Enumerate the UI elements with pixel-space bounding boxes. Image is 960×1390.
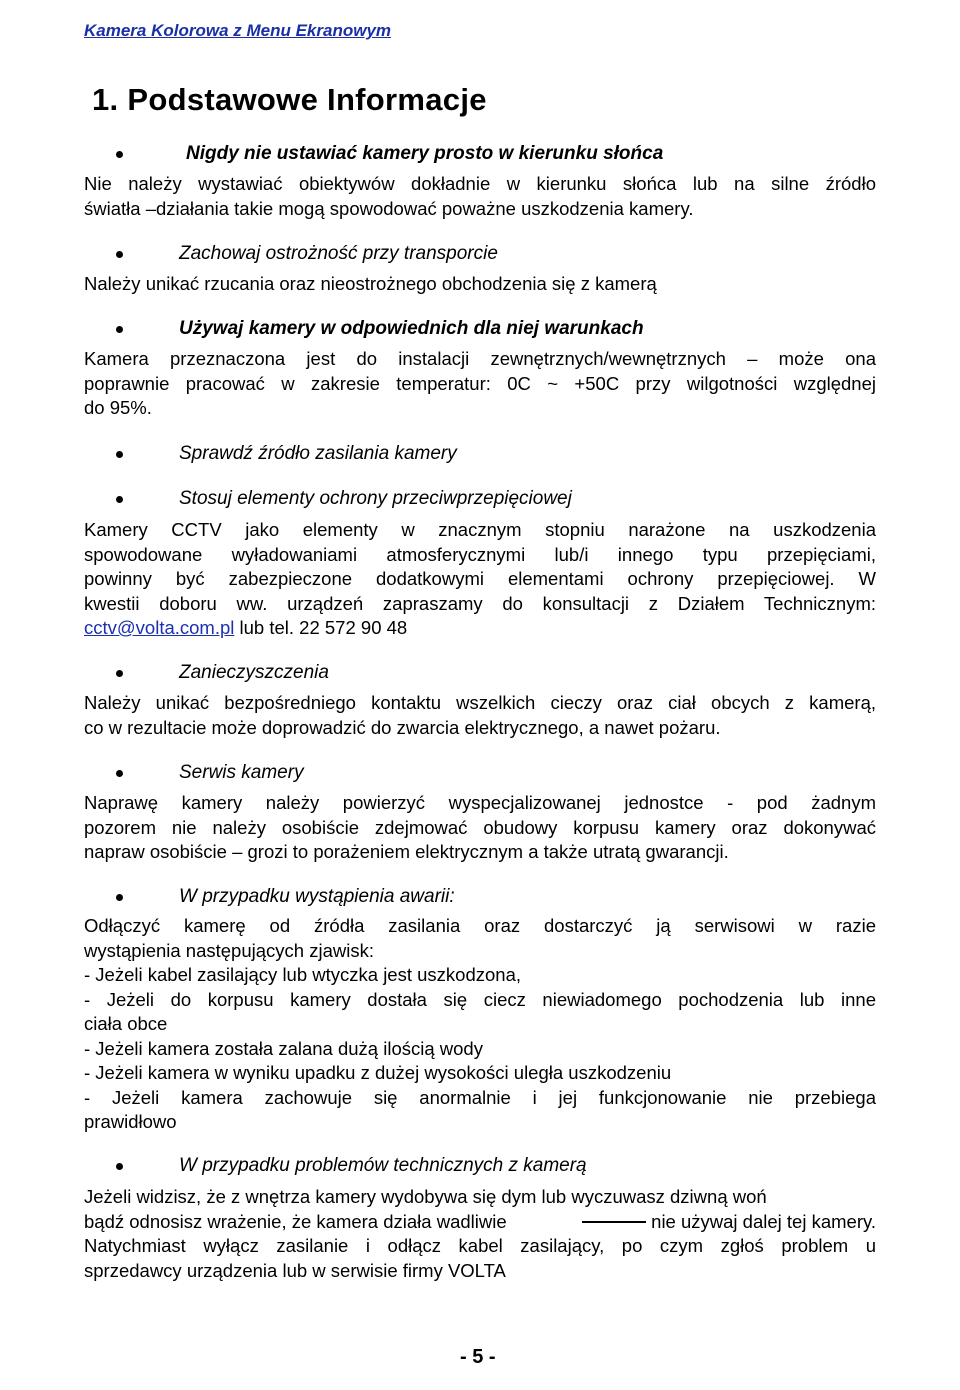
paragraph-line: pozorem nie należy osobiście zdejmować obudowy korpusu kamery oraz dokonywać [84,816,876,838]
paragraph-line: napraw osobiście – grozi to porażeniem elektrycznym a także utratą gwarancji. [84,841,729,862]
section-heading-service: Serwis kamery [179,762,304,783]
chapter-title: 1. Podstawowe Informacje [92,82,487,117]
bullet-icon [116,326,123,333]
section-paragraph-contamination [84,691,876,740]
section-paragraph-surge [84,518,876,641]
document-header-title: Kamera Kolorowa z Menu Ekranowym [84,21,392,40]
bullet-icon [116,670,123,677]
paragraph-line [84,1210,876,1235]
section-heading-power: Sprawdź źródło zasilania kamery [179,443,457,464]
paragraph-line: spowodowane wyładowaniami atmosferycznymi lub/i innego typu przepięciami, [84,543,876,565]
bullet-icon [116,770,123,777]
bullet-icon [116,451,123,458]
paragraph-line: Kamera przeznaczona jest do instalacji zewnętrznych/wewnętrznych – może ona [84,348,876,369]
paragraph-fragment: bądź odnosisz wrażenie, że kamera działa wadliwie [84,1210,507,1232]
paragraph-line: wystąpienia następujących zjawisk: [84,939,374,961]
paragraph-line: Naprawę kamery należy powierzyć wyspecjalizowanej jednostce - pod żadnym [84,792,876,813]
section-heading-contamination: Zanieczyszczenia [179,662,329,683]
paragraph-line: co w rezultacie może doprowadzić do zwarcia elektrycznego, a nawet pożaru. [84,716,721,738]
paragraph-line: - Jeżeli kamera zachowuje się anormalnie i jej funkcjonowanie nie przebiega [84,1086,876,1108]
paragraph-line: Należy unikać bezpośredniego kontaktu wszelkich cieczy oraz ciał obcych z kamerą, [84,692,876,713]
section-heading-sun: Nigdy nie ustawiać kamery prosto w kierunku słońca [186,143,664,164]
bullet-icon [116,496,123,503]
paragraph-line: poprawnie pracować w zakresie temperatur: 0C ~ +50C przy wilgotności względnej [84,372,876,394]
section-paragraph-conditions [84,347,876,421]
section-heading-failure: W przypadku wystąpienia awarii: [179,886,455,907]
paragraph-line: - Jeżeli kamera w wyniku upadku z dużej wysokości uległa uszkodzeniu [84,1062,672,1083]
paragraph-line: Należy unikać rzucania oraz nieostrożnego obchodzenia się z kamerą [84,273,657,294]
paragraph-line: Jeżeli widzisz, że z wnętrza kamery wydobywa się dym lub wyczuwasz dziwną woń [84,1186,767,1207]
paragraph-line: - Jeżeli kabel zasilający lub wtyczka jest uszkodzona, [84,964,521,985]
paragraph-line: ciała obce [84,1013,168,1034]
paragraph-line: sprzedawcy urządzenia lub w serwisie firmy VOLTA [84,1259,506,1281]
bullet-icon [116,894,123,901]
paragraph-line: kwestii doboru ww. urządzeń zapraszamy do konsultacji z Działem Technicznym: [84,592,876,614]
paragraph-line: - Jeżeli kamera została zalana dużą ilością wody [84,1037,483,1059]
page-number: - 5 - [460,1346,496,1368]
bullet-icon [116,151,123,158]
contact-line [84,616,876,641]
paragraph-line: Natychmiast wyłącz zasilanie i odłącz kabel zasilający, po czym zgłoś problem u [84,1235,876,1256]
section-paragraph-sun [84,172,876,221]
paragraph-line: do 95%. [84,397,152,418]
section-paragraph-technical [84,1185,876,1283]
paragraph-fragment: nie używaj dalej tej kamery. [651,1210,876,1232]
section-heading-technical: W przypadku problemów technicznych z kamerą [179,1155,587,1176]
bullet-icon [116,1163,123,1170]
em-dash [582,1221,646,1223]
section-heading-surge: Stosuj elementy ochrony przeciwprzepięciowej [179,488,572,509]
section-paragraph-service [84,791,876,865]
section-paragraph-transport [84,272,876,297]
bullet-icon [116,251,123,258]
paragraph-line: Nie należy wystawiać obiektywów dokładnie w kierunku słońca lub na silne źródło [84,173,876,194]
phone-text: lub tel. 22 572 90 48 [234,617,408,638]
section-heading-conditions: Używaj kamery w odpowiednich dla niej warunkach [179,318,644,339]
paragraph-line: - Jeżeli do korpusu kamery dostała się ciecz niewiadomego pochodzenia lub inne [84,988,876,1010]
paragraph-line: Odłączyć kamerę od źródła zasilania oraz dostarczyć ją serwisowi w razie [84,915,876,936]
section-paragraph-failure [84,914,876,1135]
paragraph-line: prawidłowo [84,1111,177,1132]
paragraph-line: powinny być zabezpieczone dodatkowymi elementami ochrony przepięciowej. W [84,568,876,589]
email-link[interactable]: cctv@volta.com.pl [84,617,235,638]
paragraph-line: światła –działania takie mogą spowodować poważne uszkodzenia kamery. [84,197,694,219]
paragraph-line: Kamery CCTV jako elementy w znacznym stopniu narażone na uszkodzenia [84,519,876,540]
section-heading-transport: Zachowaj ostrożność przy transporcie [179,243,498,264]
